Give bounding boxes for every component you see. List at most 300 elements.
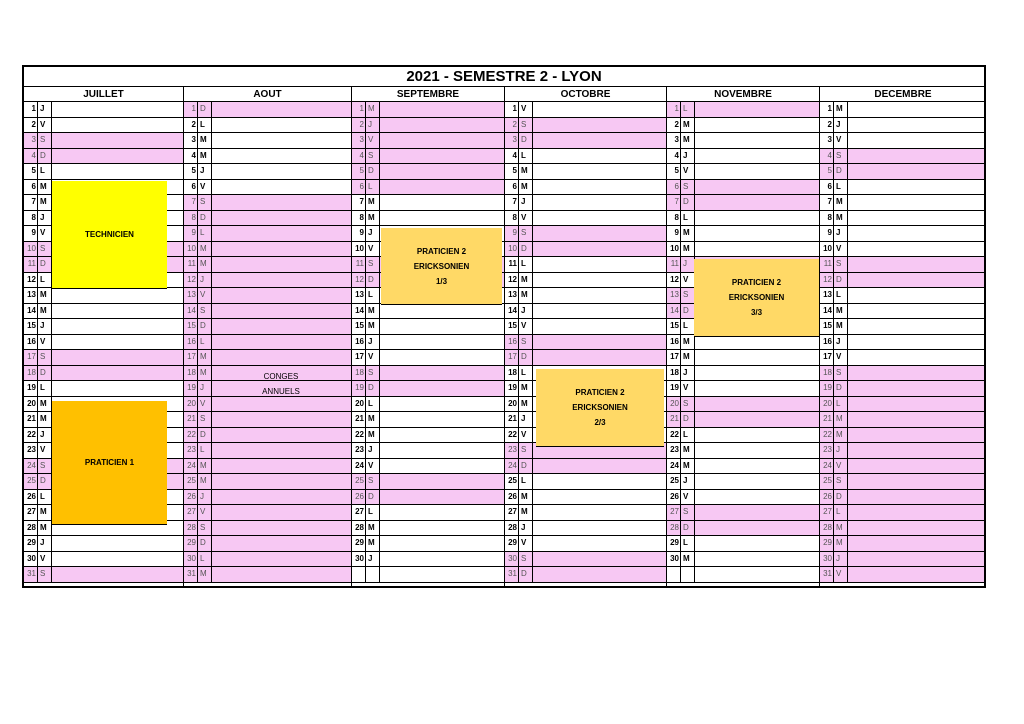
day-of-week: J	[198, 273, 212, 288]
month-column-octobre	[504, 87, 666, 588]
day-row	[24, 552, 183, 568]
day-of-week: V	[834, 567, 848, 582]
day-number: 6	[820, 180, 834, 195]
day-of-week: V	[519, 102, 533, 117]
day-of-week: D	[834, 273, 848, 288]
day-number: 19	[667, 381, 681, 396]
day-row	[820, 211, 986, 227]
day-of-week: L	[366, 180, 380, 195]
day-number: 16	[24, 335, 38, 350]
day-of-week: L	[366, 288, 380, 303]
day-number: 24	[352, 459, 366, 474]
day-row	[505, 195, 666, 211]
day-row	[184, 474, 351, 490]
event-praticien-2-part-2	[536, 369, 664, 447]
day-row	[505, 102, 666, 118]
day-of-week: D	[366, 381, 380, 396]
day-number: 20	[184, 397, 198, 412]
day-row	[820, 536, 986, 552]
day-row	[667, 412, 819, 428]
day-number: 21	[505, 412, 519, 427]
day-row	[352, 381, 504, 397]
day-row	[184, 133, 351, 149]
day-number: 5	[352, 164, 366, 179]
day-row	[667, 118, 819, 134]
day-of-week: V	[834, 133, 848, 148]
day-of-week: V	[198, 397, 212, 412]
day-of-week: S	[198, 412, 212, 427]
day-of-week: M	[519, 288, 533, 303]
day-of-week: M	[519, 490, 533, 505]
month-header: AOUT	[184, 87, 351, 102]
day-of-week: L	[681, 319, 695, 334]
day-of-week: M	[834, 412, 848, 427]
day-number: 11	[352, 257, 366, 272]
day-of-week: J	[38, 536, 52, 551]
day-row	[505, 505, 666, 521]
day-of-week: V	[681, 381, 695, 396]
day-of-week: L	[519, 366, 533, 381]
day-number: 4	[352, 149, 366, 164]
day-of-week: D	[519, 350, 533, 365]
day-row	[505, 335, 666, 351]
day-row	[184, 412, 351, 428]
day-row	[505, 118, 666, 134]
day-of-week: D	[681, 412, 695, 427]
day-row	[24, 366, 183, 382]
day-number: 7	[667, 195, 681, 210]
day-of-week: V	[519, 319, 533, 334]
day-number: 19	[820, 381, 834, 396]
day-number: 11	[24, 257, 38, 272]
day-of-week: V	[38, 443, 52, 458]
day-of-week: M	[834, 211, 848, 226]
day-row	[352, 164, 504, 180]
day-of-week: V	[198, 180, 212, 195]
month-column-decembre	[819, 87, 986, 588]
day-number: 15	[24, 319, 38, 334]
day-number: 17	[820, 350, 834, 365]
day-number: 16	[505, 335, 519, 350]
day-of-week: J	[681, 149, 695, 164]
day-number: 7	[352, 195, 366, 210]
day-of-week: D	[198, 428, 212, 443]
day-of-week: S	[681, 397, 695, 412]
day-of-week: M	[834, 536, 848, 551]
day-row	[184, 288, 351, 304]
day-row	[24, 304, 183, 320]
day-row	[820, 195, 986, 211]
day-row	[667, 381, 819, 397]
day-of-week: L	[198, 443, 212, 458]
day-number: 28	[24, 521, 38, 536]
day-number: 8	[505, 211, 519, 226]
day-of-week: S	[519, 443, 533, 458]
day-of-week: V	[366, 459, 380, 474]
day-number: 4	[184, 149, 198, 164]
day-number: 20	[24, 397, 38, 412]
day-row	[24, 164, 183, 180]
day-of-week: M	[681, 443, 695, 458]
day-row	[505, 164, 666, 180]
day-number: 28	[820, 521, 834, 536]
day-number: 31	[505, 567, 519, 582]
day-row	[820, 381, 986, 397]
day-of-week: J	[519, 195, 533, 210]
day-of-week: L	[38, 490, 52, 505]
day-of-week: L	[834, 397, 848, 412]
day-of-week: M	[681, 133, 695, 148]
day-number: 30	[24, 552, 38, 567]
day-of-week: V	[834, 459, 848, 474]
day-number: 10	[667, 242, 681, 257]
day-row	[24, 567, 183, 583]
day-row	[667, 428, 819, 444]
day-of-week: M	[366, 319, 380, 334]
day-number: 7	[24, 195, 38, 210]
day-number	[667, 567, 681, 582]
day-number: 18	[505, 366, 519, 381]
event-label-line: ERICKSONIEN	[728, 293, 785, 302]
day-number: 6	[24, 180, 38, 195]
day-number: 14	[820, 304, 834, 319]
day-number: 4	[505, 149, 519, 164]
day-row	[24, 102, 183, 118]
day-of-week: J	[519, 304, 533, 319]
event-label-line: 3/3	[750, 308, 763, 317]
day-of-week: S	[681, 505, 695, 520]
day-number: 15	[667, 319, 681, 334]
day-of-week: J	[681, 257, 695, 272]
day-of-week: J	[681, 366, 695, 381]
month-header: NOVEMBRE	[667, 87, 819, 102]
day-number: 22	[820, 428, 834, 443]
day-number: 9	[820, 226, 834, 241]
day-number: 10	[505, 242, 519, 257]
day-number: 9	[505, 226, 519, 241]
day-row	[184, 304, 351, 320]
day-number: 17	[505, 350, 519, 365]
day-row	[820, 366, 986, 382]
day-row	[352, 567, 504, 583]
event-label-line: ERICKSONIEN	[413, 261, 470, 271]
day-of-week: J	[834, 226, 848, 241]
day-row	[505, 149, 666, 165]
day-of-week: S	[681, 288, 695, 303]
day-row	[505, 180, 666, 196]
day-of-week: J	[834, 118, 848, 133]
day-row	[820, 319, 986, 335]
day-of-week: M	[198, 350, 212, 365]
day-of-week: J	[681, 474, 695, 489]
day-number: 20	[505, 397, 519, 412]
day-of-week: M	[681, 335, 695, 350]
day-row	[184, 536, 351, 552]
day-number: 10	[24, 242, 38, 257]
day-row	[505, 133, 666, 149]
day-row	[820, 552, 986, 568]
day-of-week: M	[366, 211, 380, 226]
day-number: 28	[184, 521, 198, 536]
day-of-week: J	[366, 118, 380, 133]
day-number: 30	[820, 552, 834, 567]
day-number: 13	[820, 288, 834, 303]
day-number: 27	[505, 505, 519, 520]
day-number: 3	[184, 133, 198, 148]
day-of-week: S	[366, 366, 380, 381]
day-of-week: M	[198, 149, 212, 164]
day-of-week: M	[38, 505, 52, 520]
day-of-week: D	[834, 164, 848, 179]
day-of-week: S	[519, 335, 533, 350]
day-of-week: S	[519, 552, 533, 567]
day-row	[505, 350, 666, 366]
day-row	[820, 397, 986, 413]
day-row	[505, 567, 666, 583]
day-of-week: S	[834, 257, 848, 272]
day-row	[505, 490, 666, 506]
day-number: 5	[24, 164, 38, 179]
day-of-week: M	[38, 288, 52, 303]
day-number: 5	[667, 164, 681, 179]
day-of-week: V	[38, 118, 52, 133]
day-of-week: L	[519, 149, 533, 164]
day-of-week: M	[198, 474, 212, 489]
day-number: 27	[820, 505, 834, 520]
day-number: 6	[352, 180, 366, 195]
day-number: 20	[820, 397, 834, 412]
month-header: SEPTEMBRE	[352, 87, 504, 102]
day-row	[820, 164, 986, 180]
day-row	[352, 118, 504, 134]
day-number: 14	[184, 304, 198, 319]
day-of-week: L	[519, 257, 533, 272]
day-of-week	[366, 567, 380, 582]
day-of-week: D	[519, 242, 533, 257]
day-number: 4	[820, 149, 834, 164]
day-of-week: M	[38, 304, 52, 319]
day-row	[184, 195, 351, 211]
event-praticien-1-label: PRATICIEN 1	[84, 458, 135, 467]
day-row	[505, 288, 666, 304]
day-of-week: M	[38, 195, 52, 210]
day-of-week: M	[834, 304, 848, 319]
day-of-week: S	[198, 195, 212, 210]
day-number: 3	[24, 133, 38, 148]
day-of-week: V	[366, 242, 380, 257]
day-number: 1	[24, 102, 38, 117]
event-label-line: 1/3	[435, 276, 448, 286]
day-row	[184, 567, 351, 583]
calendar-table	[22, 65, 986, 588]
day-of-week: L	[681, 102, 695, 117]
day-row	[184, 149, 351, 165]
day-of-week: J	[834, 443, 848, 458]
day-of-week: S	[38, 350, 52, 365]
day-of-week: M	[38, 397, 52, 412]
day-of-week: M	[681, 350, 695, 365]
day-of-week: V	[519, 211, 533, 226]
day-of-week: M	[366, 412, 380, 427]
day-number: 15	[184, 319, 198, 334]
day-number: 6	[184, 180, 198, 195]
day-number: 29	[24, 536, 38, 551]
day-of-week: J	[366, 335, 380, 350]
day-of-week: M	[681, 459, 695, 474]
day-number: 10	[820, 242, 834, 257]
day-row	[505, 242, 666, 258]
day-row	[184, 273, 351, 289]
day-row	[505, 211, 666, 227]
day-of-week: S	[366, 474, 380, 489]
day-of-week: L	[198, 118, 212, 133]
day-of-week: D	[198, 319, 212, 334]
day-row	[667, 521, 819, 537]
day-number: 21	[667, 412, 681, 427]
day-of-week: V	[198, 288, 212, 303]
day-row	[667, 149, 819, 165]
event-label-line: 2/3	[594, 418, 606, 427]
day-of-week: J	[38, 319, 52, 334]
day-of-week: M	[366, 428, 380, 443]
day-of-week: M	[519, 505, 533, 520]
day-row	[352, 319, 504, 335]
day-number: 12	[184, 273, 198, 288]
day-number: 11	[667, 257, 681, 272]
day-number: 31	[184, 567, 198, 582]
day-row	[820, 350, 986, 366]
day-number: 15	[505, 319, 519, 334]
day-of-week: L	[834, 288, 848, 303]
day-of-week: M	[834, 521, 848, 536]
day-number: 23	[352, 443, 366, 458]
calendar-title: 2021 - SEMESTRE 2 - LYON	[24, 67, 984, 87]
day-row	[820, 412, 986, 428]
day-number: 13	[352, 288, 366, 303]
day-number: 5	[505, 164, 519, 179]
month-header: OCTOBRE	[505, 87, 666, 102]
day-of-week: L	[681, 211, 695, 226]
day-row	[667, 102, 819, 118]
day-number: 30	[184, 552, 198, 567]
day-number: 2	[24, 118, 38, 133]
day-number: 21	[24, 412, 38, 427]
day-number: 11	[184, 257, 198, 272]
day-of-week: J	[366, 552, 380, 567]
day-of-week: J	[366, 226, 380, 241]
day-number: 21	[184, 412, 198, 427]
day-number: 30	[352, 552, 366, 567]
day-of-week: M	[834, 102, 848, 117]
day-of-week: M	[198, 133, 212, 148]
day-row	[352, 102, 504, 118]
day-row	[667, 459, 819, 475]
day-row	[505, 521, 666, 537]
day-number: 25	[820, 474, 834, 489]
day-row	[24, 149, 183, 165]
day-of-week: L	[38, 164, 52, 179]
day-row	[505, 474, 666, 490]
event-praticien-1	[52, 401, 167, 525]
day-of-week: D	[366, 164, 380, 179]
day-number: 12	[352, 273, 366, 288]
day-number: 19	[184, 381, 198, 396]
day-number: 8	[184, 211, 198, 226]
day-of-week: J	[366, 443, 380, 458]
day-row	[184, 118, 351, 134]
day-number: 27	[24, 505, 38, 520]
day-number: 3	[667, 133, 681, 148]
event-label-line: PRATICIEN 2	[731, 278, 782, 287]
day-number: 2	[667, 118, 681, 133]
day-of-week: L	[834, 180, 848, 195]
day-number: 2	[505, 118, 519, 133]
day-of-week: M	[366, 521, 380, 536]
day-row	[24, 536, 183, 552]
day-row	[24, 288, 183, 304]
day-of-week: D	[834, 490, 848, 505]
day-of-week: M	[366, 536, 380, 551]
day-number: 27	[352, 505, 366, 520]
day-row	[667, 443, 819, 459]
day-of-week: J	[834, 335, 848, 350]
day-row	[667, 366, 819, 382]
day-number: 22	[24, 428, 38, 443]
day-row	[820, 102, 986, 118]
day-row	[352, 412, 504, 428]
day-number: 6	[505, 180, 519, 195]
day-number: 29	[820, 536, 834, 551]
day-of-week: S	[198, 304, 212, 319]
day-row	[667, 567, 819, 583]
day-number: 29	[505, 536, 519, 551]
day-of-week: M	[366, 195, 380, 210]
day-of-week: D	[38, 474, 52, 489]
day-of-week: L	[198, 335, 212, 350]
day-row	[184, 490, 351, 506]
day-number: 23	[505, 443, 519, 458]
day-number: 29	[184, 536, 198, 551]
day-number: 21	[820, 412, 834, 427]
day-number: 18	[352, 366, 366, 381]
day-row	[184, 180, 351, 196]
day-row	[667, 350, 819, 366]
day-row	[667, 474, 819, 490]
day-of-week: J	[198, 164, 212, 179]
day-number: 27	[184, 505, 198, 520]
event-label-line: PRATICIEN 2	[575, 388, 625, 397]
day-row	[820, 335, 986, 351]
month-column-aout	[183, 87, 351, 588]
day-of-week: J	[38, 428, 52, 443]
day-of-week: D	[681, 304, 695, 319]
day-row	[820, 567, 986, 583]
day-row	[667, 490, 819, 506]
day-number: 5	[184, 164, 198, 179]
day-of-week: J	[519, 521, 533, 536]
day-number: 26	[184, 490, 198, 505]
day-number: 2	[352, 118, 366, 133]
day-row	[352, 459, 504, 475]
day-of-week: M	[38, 180, 52, 195]
day-number: 20	[352, 397, 366, 412]
day-of-week: V	[519, 428, 533, 443]
day-of-week: D	[198, 211, 212, 226]
day-number: 25	[352, 474, 366, 489]
day-row	[505, 226, 666, 242]
day-row	[820, 242, 986, 258]
day-number: 16	[352, 335, 366, 350]
